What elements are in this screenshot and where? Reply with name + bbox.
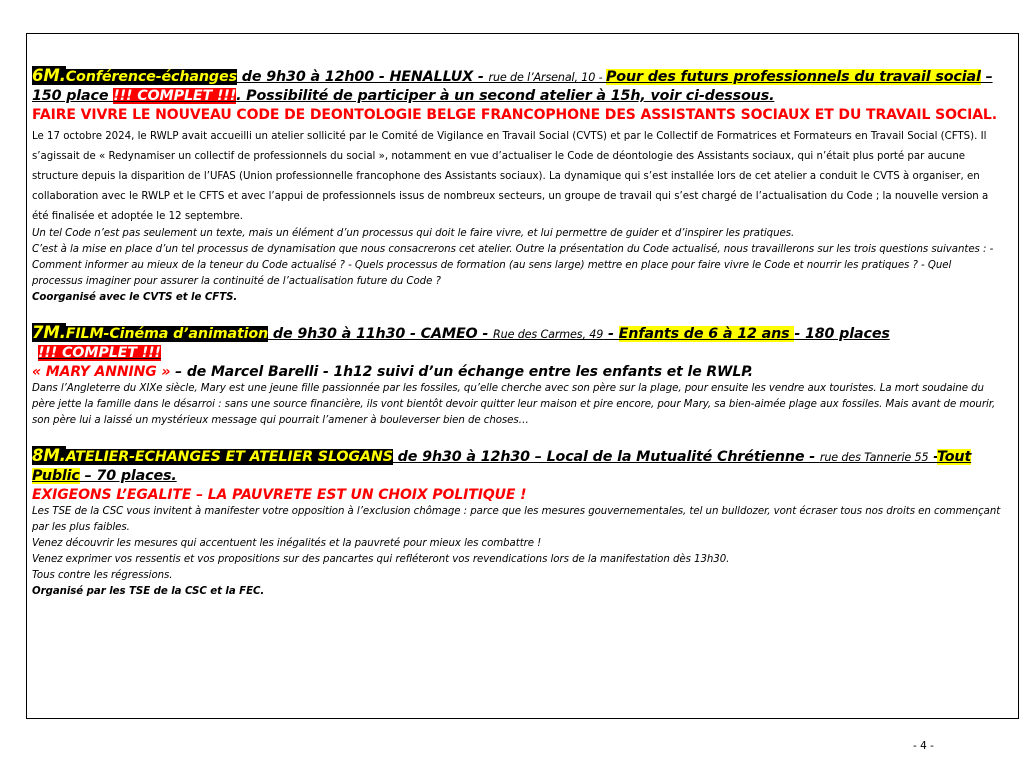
section-8m-heading [32,446,1004,486]
section-6m-paragraph-1: Un tel Code n’est pas seulement un texte, mais un élément d’un processus qui doit le faire vivre, et lui permettre de guider et d’inspirer les pratiques. [32,228,795,239]
section-8m-subtitle: EXIGEONS L’EGALITE – LA PAUVRETE EST UN CHOIX POLITIQUE ! [32,487,527,503]
section-7m-description: Dans l’Angleterre du XIXe siècle, Mary est une jeune fille passionnée par les fossiles, qu’elle cherche avec son père sur la plage, pour ensuite les vendre aux touristes. La mort soudaine du père jette la famille dans le désarroi : sans une source financière, ils vont bientôt devoir quitter leur maison et pire encore, pour Mary, sa bien-aimée plage aux fossiles. Mais avant de mourir, son père lui a laissé un mystérieux message qui pourrait l’amener à bouleverser bien de choses… [32,383,996,426]
section-6m-time-place: de 9h30 à 12h00 - HENALLUX - [236,69,489,85]
section-7m-address: Rue des Carmes, 49 [493,328,604,341]
section-6m-title: Conférence-échanges [65,69,237,85]
section-6m-coorganized: Coorganisé avec le CVTS et le CFTS. [32,292,238,303]
section-8m-subtitle-block [32,486,1004,504]
section-6m-places: 150 place [32,88,114,104]
section-7m-number: 7M. [32,323,66,342]
section-8m-paragraph-3: Venez exprimer vos ressentis et vos propositions sur des pancartes qui refléteront vos revendications lors de la manifestation dès 13h30. [32,554,730,565]
section-8m-places: – 70 places. [79,468,177,484]
section-7m-film-title-block [32,363,1004,381]
page-number: - 4 - [913,740,934,752]
section-8m-separator: - [928,449,937,465]
section-6m-separator: – [980,69,993,85]
section-7m-heading [32,323,1004,363]
section-6m-intro: Le 17 octobre 2024, le RWLP avait accueilli un atelier sollicité par le Comité de Vigilance en Travail Social (CVTS) et par le Collectif de Formatrices et Formateurs en Travail Social (CFTS). Il s’agissait de « Redynamiser un collectif de professionnels du social », notamment en vue d’actualiser le Code de déontologie des Assistants sociaux, qui n’était plus porté par aucune structure depuis la disparition de l’UFAS (Union professionnelle francophone des Assistants sociaux). La dynamique qui s’est installée lors de cet atelier a conduit le CVTS à organiser, en collaboration avec le RWLP et le CFTS et avec l’appui de professionnels issus de nombreux secteurs, un groupe de travail qui s’est chargé de l’actualisation du Code ; la nouvelle version a été finalisée et adoptée le 12 septembre. [32,131,989,222]
section-7m-title: FILM-Cinéma d’animation [65,326,269,342]
section-6m-subtitle: FAIRE VIVRE LE NOUVEAU CODE DE DEONTOLOGIE BELGE FRANCOPHONE DES ASSISTANTS SOCIAUX ET DU TRAVAIL SOCIAL. [32,107,997,123]
section-8m [32,446,1004,600]
section-6m-complet-badge: !!! COMPLET !!! [113,88,237,104]
section-8m-title: ATELIER-ECHANGES ET ATELIER SLOGANS [65,449,393,465]
section-7m-places: - 180 places [794,326,890,342]
section-6m-paragraph-2: C’est à la mise en place d’un tel processus de dynamisation que nous consacrerons cet atelier. Outre la présentation du Code actualisé, nous travaillerons sur les trois questions suivantes : - Comment informer au mieux de la teneur du Code actualisé ? - Quels processus de formation (au sens large) mettre en place pour faire vivre le Code et nourrir les pratiques ? - Quel processus imaginer pour assurer la continuité de l’actualisation future du Code ? [32,244,994,287]
section-7m-time-place: de 9h30 à 11h30 - CAMEO - [268,326,494,342]
section-7m [32,323,1004,429]
section-6m [32,66,1004,306]
section-6m-address: rue de l’Arsenal, 10 - [488,71,606,84]
section-8m-organizer: Organisé par les TSE de la CSC et la FEC. [32,586,265,597]
section-6m-number: 6M. [32,66,66,85]
section-6m-heading [32,66,1004,106]
section-7m-complet-badge: !!! COMPLET !!! [38,345,161,361]
section-7m-film-name: « MARY ANNING » [32,364,171,380]
section-7m-dash: - [603,326,619,342]
section-6m-note: . Possibilité de participer à un second atelier à 15h, voir ci-dessous. [236,88,775,104]
section-8m-body [32,504,1004,600]
section-8m-paragraph-1: Les TSE de la CSC vous invitent à manifester votre opposition à l’exclusion chômage : parce que les mesures gouvernementales, tel un bulldozer, vont écraser tous nos droits en commençant par les plus faibles. [32,506,1001,533]
section-8m-time-place: de 9h30 à 12h30 – Local de la Mutualité Chrétienne - [392,449,820,465]
section-7m-body [32,381,1004,429]
section-8m-number: 8M. [32,446,66,465]
section-8m-audience: Tout Public [32,449,972,484]
section-8m-address: rue des Tannerie 55 [819,451,929,464]
section-6m-subtitle-block [32,106,1004,226]
section-8m-paragraph-2: Venez découvrir les mesures qui accentuent les inégalités et la pauvreté pour mieux les combattre ! [32,538,542,549]
section-7m-film-info: – de Marcel Barelli - 1h12 suivi d’un échange entre les enfants et le RWLP. [170,364,753,380]
document-content [32,66,1004,600]
section-7m-audience: Enfants de 6 à 12 ans [618,326,795,342]
section-8m-paragraph-4: Tous contre les régressions. [32,570,173,581]
section-6m-body [32,226,1004,306]
section-6m-audience: Pour des futurs professionnels du travail social [605,69,981,85]
